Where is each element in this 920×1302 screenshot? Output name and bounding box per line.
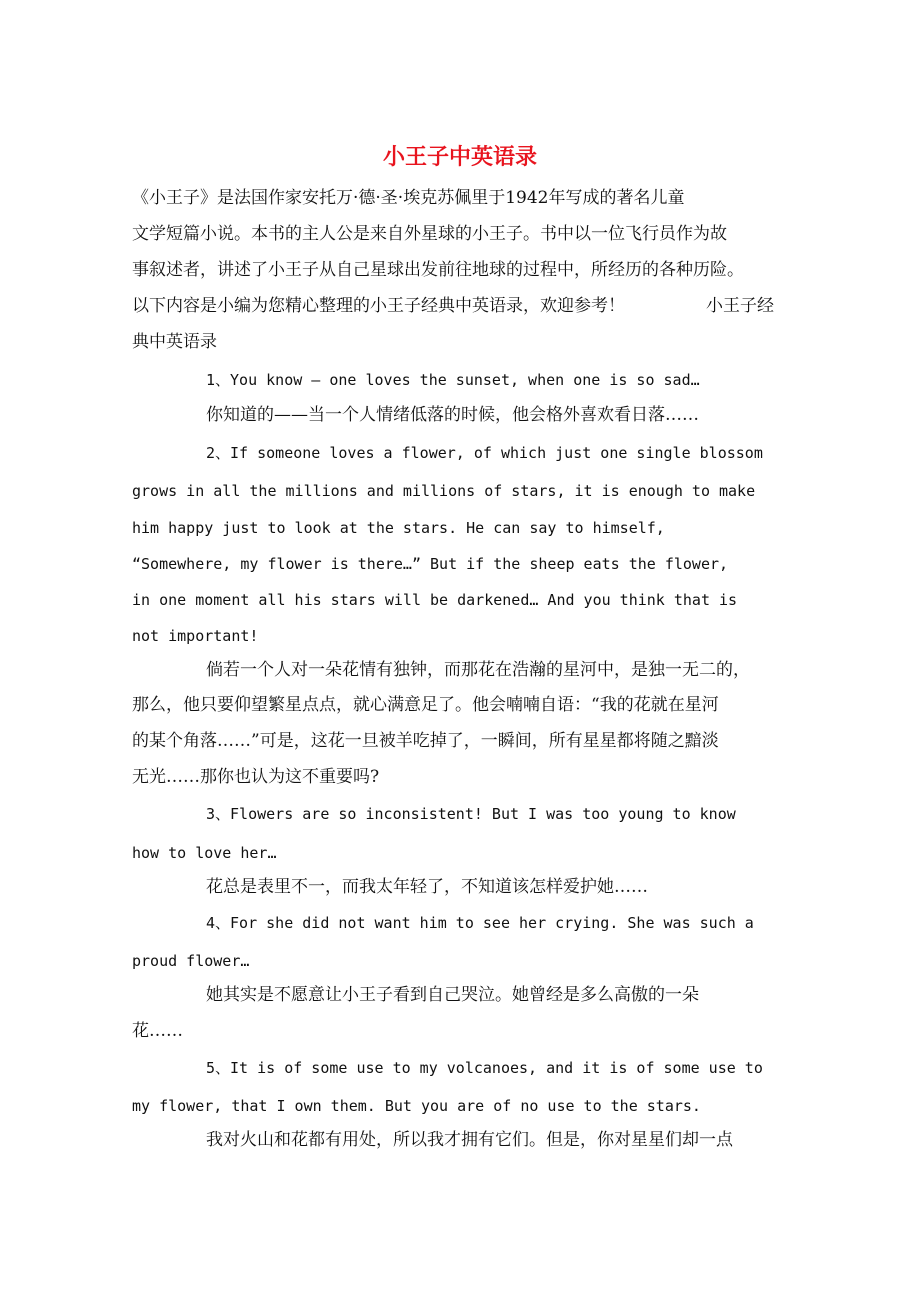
- quote-4-chinese: 她其实是不愿意让小王子看到自己哭泣。她曾经是多么高傲的一朵: [206, 985, 699, 1005]
- intro-line: 小王子经: [706, 296, 774, 316]
- quote-3-english: 3、Flowers are so inconsistent! But I was too young to know: [206, 805, 736, 823]
- quote-2-chinese: 的某个角落……”可是，这花一旦被羊吃掉了，一瞬间，所有星星都将随之黯淡: [132, 731, 719, 751]
- quote-2-english: “Somewhere, my flower is there…” But if the sheep eats the flower,: [132, 555, 729, 573]
- quote-3-chinese: 花总是表里不一，而我太年轻了，不知道该怎样爱护她……: [206, 877, 648, 897]
- document-title: 小王子中英语录: [382, 144, 537, 170]
- quote-2-english: 2、If someone loves a flower, of which just one single blossom: [206, 444, 763, 462]
- quote-1-english: 1、You know — one loves the sunset, when one is so sad…: [206, 371, 700, 389]
- quote-2-chinese: 倘若一个人对一朵花情有独钟，而那花在浩瀚的星河中，是独一无二的，: [206, 660, 750, 680]
- quote-2-english: in one moment all his stars will be darkened… And you think that is: [132, 591, 738, 609]
- quote-1-chinese: 你知道的——当一个人情绪低落的时候，他会格外喜欢看日落……: [206, 405, 699, 425]
- quote-2-english: him happy just to look at the stars. He can say to himself,: [132, 519, 665, 537]
- quote-4-english: proud flower…: [132, 952, 250, 970]
- intro-line: 文学短篇小说。本书的主人公是来自外星球的小王子。书中以一位飞行员作为故: [132, 224, 727, 244]
- quote-2-chinese: 无光……那你也认为这不重要吗?: [132, 767, 380, 787]
- quote-5-english: 5、It is of some use to my volcanoes, and it is of some use to: [206, 1059, 763, 1077]
- quote-2-chinese: 那么，他只要仰望繁星点点，就心满意足了。他会喃喃自语：“我的花就在星河: [132, 695, 719, 715]
- quote-4-english: 4、For she did not want him to see her crying. She was such a: [206, 914, 754, 932]
- intro-line: 以下内容是小编为您精心整理的小王子经典中英语录，欢迎参考！: [132, 296, 625, 316]
- quote-4-chinese: 花……: [132, 1021, 183, 1041]
- quote-5-chinese: 我对火山和花都有用处，所以我才拥有它们。但是，你对星星们却一点: [206, 1130, 733, 1150]
- quote-5-english: my flower, that I own them. But you are of no use to the stars.: [132, 1097, 701, 1115]
- intro-line: 事叙述者，讲述了小王子从自己星球出发前往地球的过程中，所经历的各种历险。: [132, 260, 744, 280]
- intro-line: 典中英语录: [132, 332, 217, 352]
- quote-3-english: how to love her…: [132, 844, 277, 862]
- quote-2-english: not important!: [132, 627, 259, 645]
- intro-line: 《小王子》是法国作家安托万·德·圣·埃克苏佩里于1942年写成的著名儿童: [132, 188, 685, 208]
- quote-2-english: grows in all the millions and millions of stars, it is enough to make: [132, 482, 756, 500]
